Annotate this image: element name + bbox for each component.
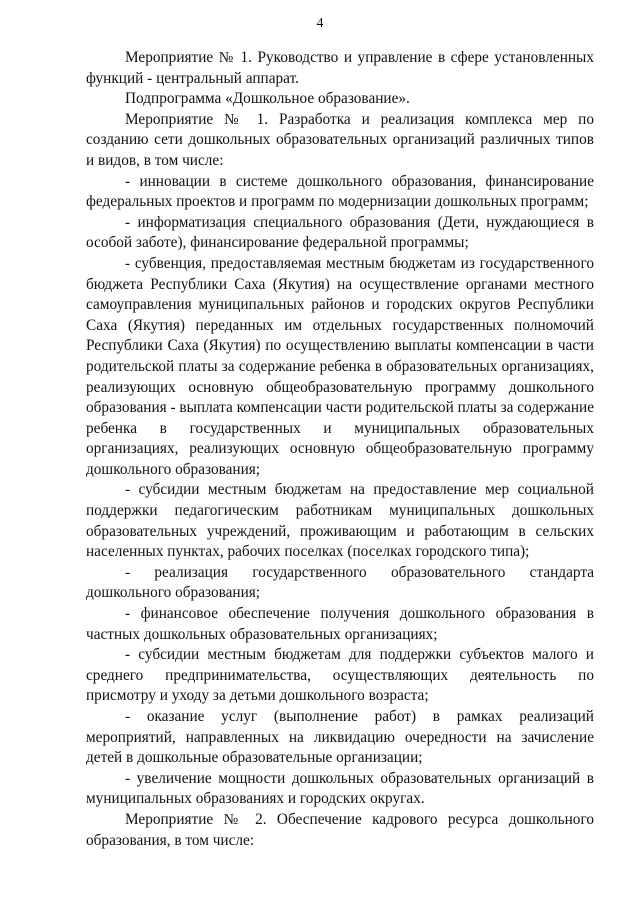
list-item: - информатизация специального образования (Дети, нуждающиеся в особой заботе), финансирование федеральной программы; xyxy=(86,213,594,252)
list-item: - оказание услуг (выполнение работ) в рамках реализаций мероприятий, направленных на ликвидацию очередности на зачисление детей в дошкольные образовательные организации; xyxy=(86,708,594,767)
list-item: - инновации в системе дошкольного образования, финансирование федеральных проектов и программ по модернизации дошкольных программ; xyxy=(86,172,594,211)
paragraph: Подпрограмма «Дошкольное образование». xyxy=(125,90,410,108)
paragraph: Мероприятие № 2. Обеспечение кадрового ресурса дошкольного образования, в том числе: xyxy=(86,810,594,849)
paragraph: Мероприятие № 1. Руководство и управление в сфере установленных функций - центральный аппарат. xyxy=(86,49,594,87)
page-number: 4 xyxy=(316,16,324,31)
paragraph: Мероприятие № 1. Разработка и реализация комплекса мер по созданию сети дошкольных образовательных организаций различных типов и видов, в том числе: xyxy=(86,110,594,169)
list-item: - субсидии местным бюджетам для поддержки субъектов малого и среднего предпринимательства, осуществляющих деятельность по присмотру и уходу за детьми дошкольного возраста; xyxy=(86,646,594,705)
list-item: - финансовое обеспечение получения дошкольного образования в частных дошкольных образовательных организациях; xyxy=(86,605,594,643)
list-item: - субвенция, предоставляемая местным бюджетам из государственного бюджета Республики Саха (Якутия) на осуществление органами местного самоуправления муниципальных районов и городских округов Республики Саха (Якутия) переданных им отдельных государственных полномочий Республики Саха (Якутия) по осуществлению выплаты компенсации в части родительской платы за содержание ребенка в образовательных организациях, реализующих основную общеобразовательную программу дошкольного образования - выплата компенсации части родительской платы за содержание ребенка в государственных и муниципальных образовательных организациях, реализующих основную общеобразовательную программу дошкольного образования; xyxy=(86,254,595,478)
list-item: - увеличение мощности дошкольных образовательных организаций в муниципальных образованиях и городских округах. xyxy=(86,769,594,808)
list-item: - субсидии местным бюджетам на предоставление мер социальной поддержки педагогическим работникам муниципальных дошкольных образовательных учреждений, проживающим и работающим в сельских населенных пунктах, рабочих поселках (поселках городского типа); xyxy=(86,481,594,561)
document-body xyxy=(86,48,594,851)
list-item: - реализация государственного образовательного стандарта дошкольного образования; xyxy=(86,563,594,602)
